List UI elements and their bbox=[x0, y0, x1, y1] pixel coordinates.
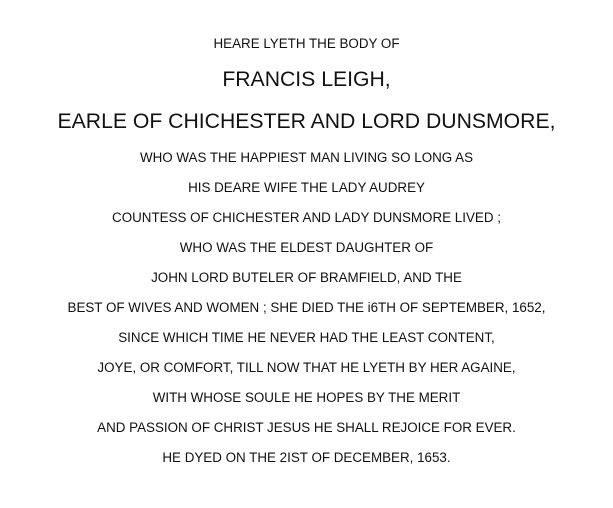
inscription-line: COUNTESS OF CHICHESTER AND LADY DUNSMORE LIVED ; bbox=[112, 210, 501, 225]
inscription-line: SINCE WHICH TIME HE NEVER HAD THE LEAST CONTENT, bbox=[118, 330, 495, 345]
inscription-line: AND PASSION OF CHRIST JESUS HE SHALL REJOICE FOR EVER. bbox=[97, 420, 516, 435]
inscription-line-intro: HEARE LYETH THE BODY OF bbox=[213, 36, 400, 51]
inscription-line: HIS DEARE WIFE THE LADY AUDREY bbox=[188, 180, 425, 195]
inscription-line: WHO WAS THE ELDEST DAUGHTER OF bbox=[179, 240, 434, 255]
inscription-line-death-date: HE DYED ON THE 2IST OF DECEMBER, 1653. bbox=[162, 450, 451, 465]
inscription-line: WHO WAS THE HAPPIEST MAN LIVING SO LONG AS bbox=[139, 150, 474, 165]
inscription-line-name: FRANCIS LEIGH, bbox=[222, 68, 391, 91]
inscription-line: WITH WHOSE SOULE HE HOPES BY THE MERIT bbox=[152, 390, 461, 405]
inscription-line: BEST OF WIVES AND WOMEN ; SHE DIED THE i6TH OF SEPTEMBER, 1652, bbox=[67, 300, 546, 315]
inscription-line-title: EARLE OF CHICHESTER AND LORD DUNSMORE, bbox=[57, 110, 556, 133]
inscription-line: JOHN LORD BUTELER OF BRAMFIELD, AND THE bbox=[151, 270, 462, 285]
inscription-line: JOYE, OR COMFORT, TILL NOW THAT HE LYETH BY HER AGAINE, bbox=[97, 360, 516, 375]
